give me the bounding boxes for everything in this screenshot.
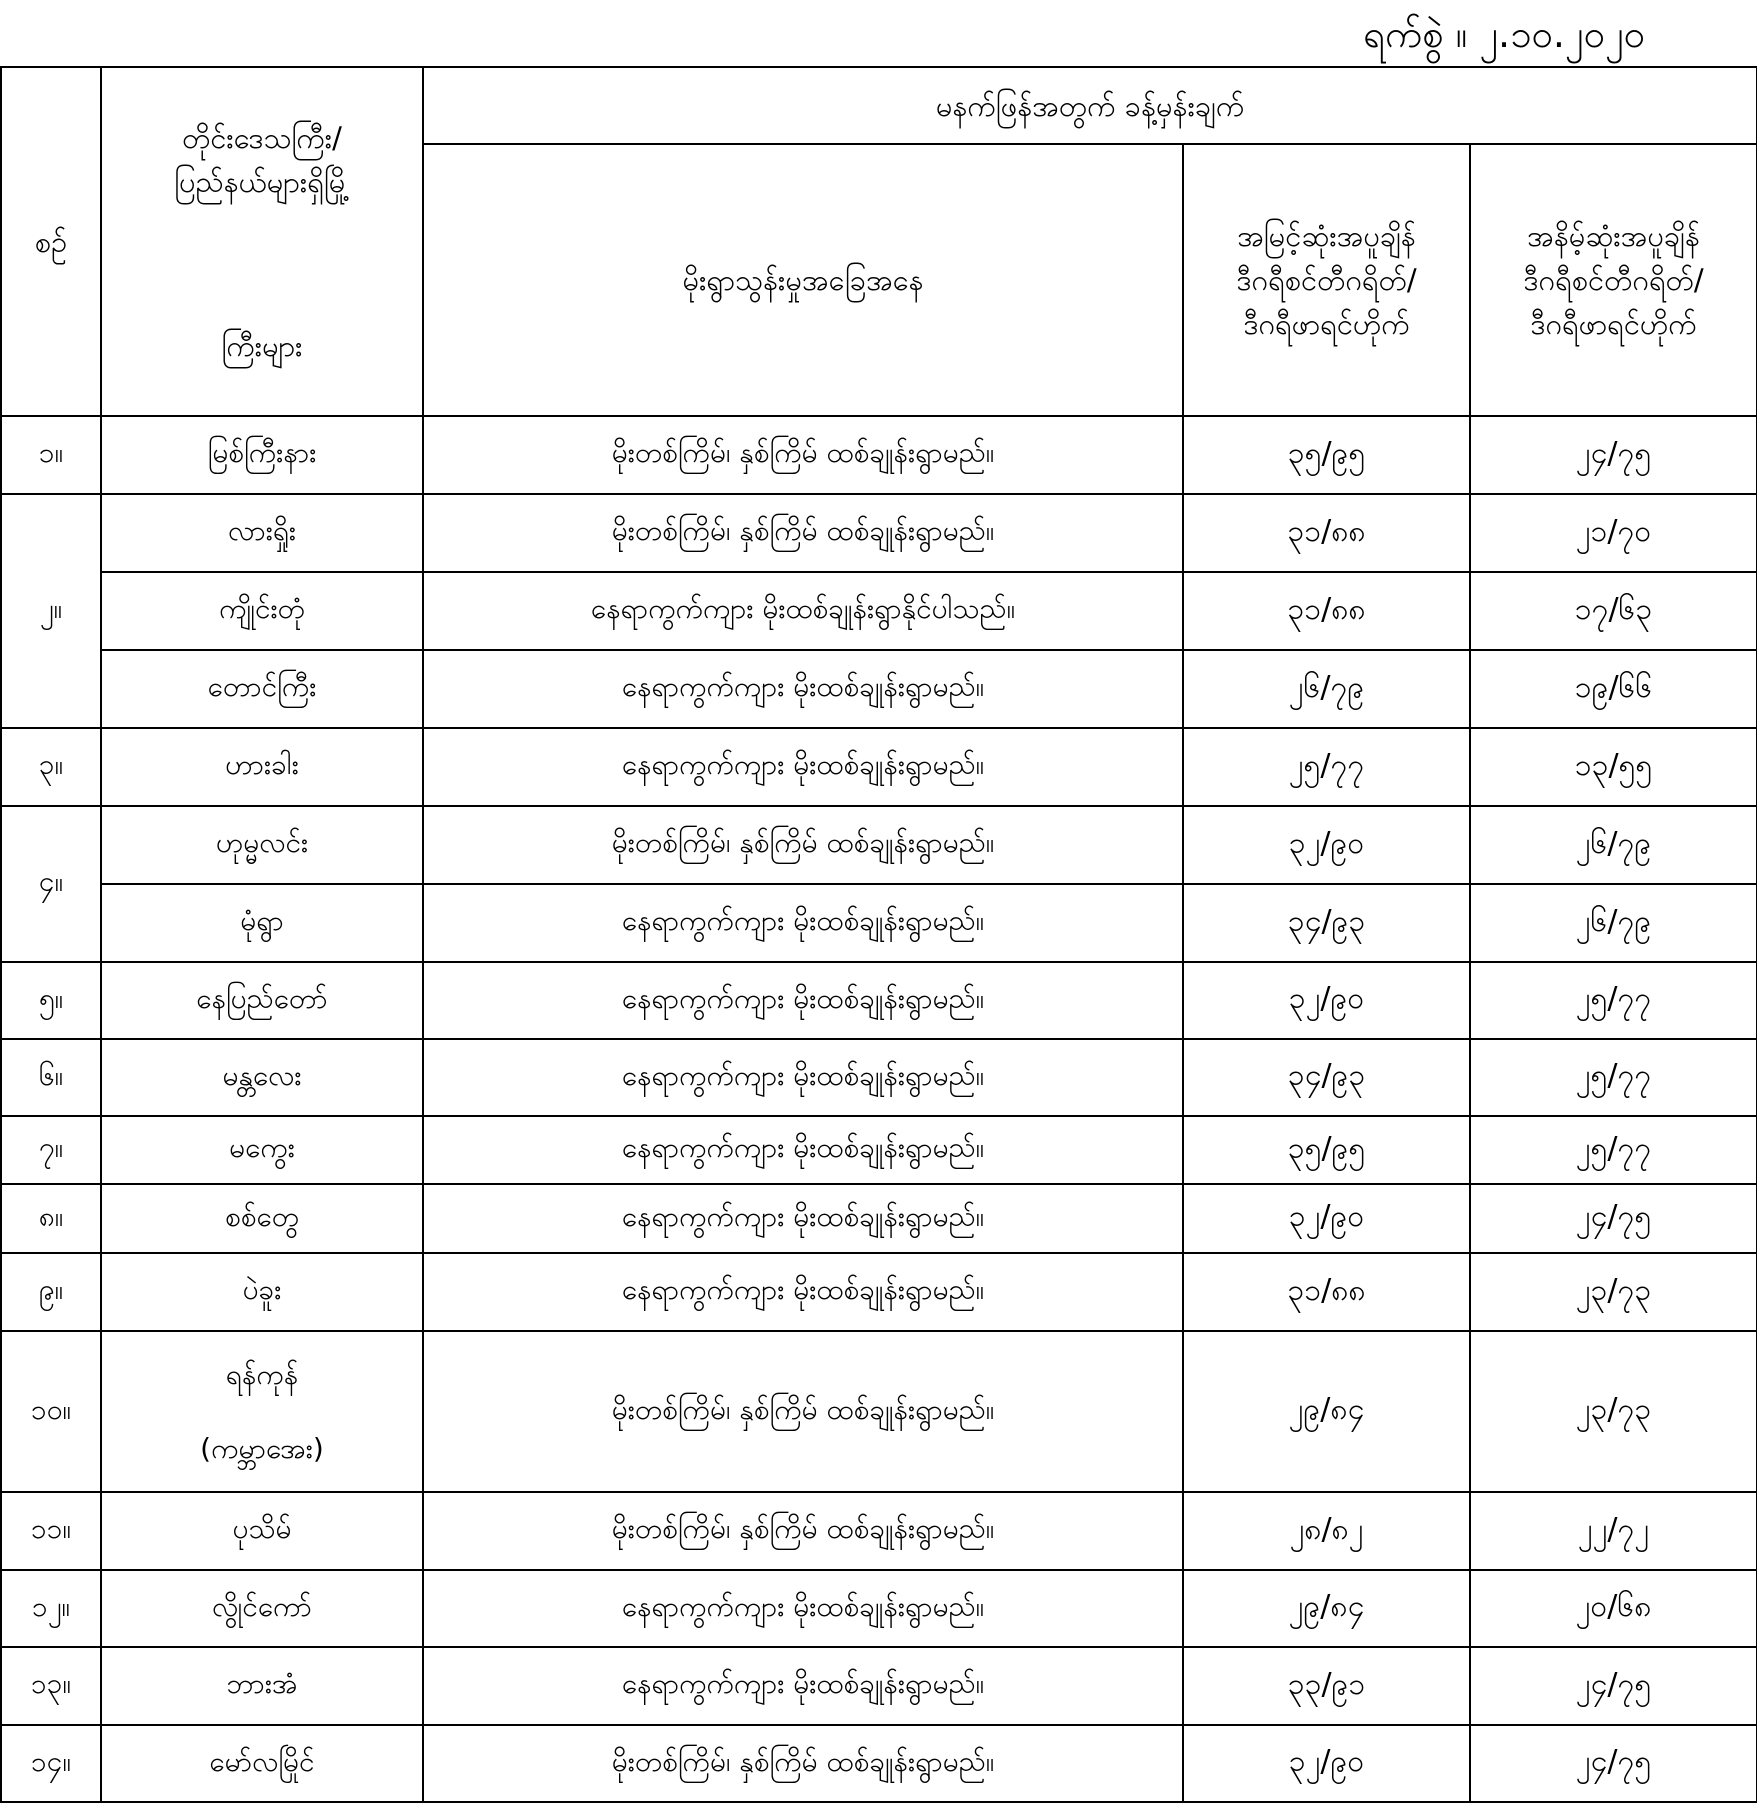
condition-cell: မိုးတစ်ကြိမ်၊ နှစ်ကြိမ် ထစ်ချုန်းရွာမည်။	[423, 416, 1183, 494]
table-row	[1, 1253, 1757, 1331]
header-max-line3: ဒီဂရီဖာရင်ဟိုက်	[1243, 307, 1410, 341]
condition-cell: မိုးတစ်ကြိမ်၊ နှစ်ကြိမ် ထစ်ချုန်းရွာမည်။	[423, 1492, 1183, 1570]
condition-cell: နေရာကွက်ကျား မိုးထစ်ချုန်းရွာမည်။	[423, 1647, 1183, 1725]
header-condition: မိုးရွာသွန်းမှုအခြေအနေ	[423, 144, 1183, 416]
header-region-line3: ကြီးများ	[221, 328, 303, 363]
forecast-table	[0, 66, 1757, 1803]
table-row	[1, 962, 1757, 1039]
condition-cell: နေရာကွက်ကျား မိုးထစ်ချုန်းရွာမည်။	[423, 728, 1183, 806]
city-cell: နေပြည်တော်	[101, 962, 423, 1039]
min-temp-cell: ၁၉/၆၆	[1470, 650, 1757, 728]
serial-cell: ၇။	[1, 1116, 101, 1184]
table-row	[1, 650, 1757, 728]
serial-cell: ၃။	[1, 728, 101, 806]
serial-cell: ၁၄။	[1, 1725, 101, 1802]
condition-cell: မိုးတစ်ကြိမ်၊ နှစ်ကြိမ် ထစ်ချုန်းရွာမည်။	[423, 494, 1183, 572]
city-name: ရန်ကုန်	[225, 1357, 299, 1391]
city-cell: ဟားခါး	[101, 728, 423, 806]
table-row	[1, 494, 1757, 572]
header-max-line1: အမြင့်ဆုံးအပူချိန်	[1237, 219, 1416, 253]
table-row	[1, 1039, 1757, 1116]
header-forecast-group: မနက်ဖြန်အတွက် ခန့်မှန်းချက်	[423, 67, 1757, 144]
min-temp-cell: ၂၅/၇၇	[1470, 962, 1757, 1039]
serial-cell: ၁၃။	[1, 1647, 101, 1725]
header-row-top	[1, 67, 1757, 144]
city-cell: လွိုင်ကော်	[101, 1570, 423, 1647]
min-temp-cell: ၂၀/၆၈	[1470, 1570, 1757, 1647]
condition-cell: မိုးတစ်ကြိမ်၊ နှစ်ကြိမ် ထစ်ချုန်းရွာမည်။	[423, 1331, 1183, 1492]
min-temp-cell: ၁၃/၅၅	[1470, 728, 1757, 806]
table-row	[1, 806, 1757, 884]
max-temp-cell: ၃၁/၈၈	[1183, 1253, 1470, 1331]
min-temp-cell: ၂၆/၇၉	[1470, 806, 1757, 884]
city-cell: တောင်ကြီး	[101, 650, 423, 728]
condition-cell: နေရာကွက်ကျား မိုးထစ်ချုန်းရွာမည်။	[423, 1184, 1183, 1253]
table-row	[1, 1492, 1757, 1570]
city-cell: မော်လမြိုင်	[101, 1725, 423, 1802]
city-cell: ပုသိမ်	[101, 1492, 423, 1570]
city-cell: မုံရွာ	[101, 884, 423, 962]
serial-cell: ၁၂။	[1, 1570, 101, 1647]
min-temp-cell: ၂၅/၇၇	[1470, 1039, 1757, 1116]
table-row	[1, 1184, 1757, 1253]
header-max-line2: ဒီဂရီစင်တီဂရိတ်/	[1236, 263, 1417, 297]
min-temp-cell: ၂၄/၇၅	[1470, 1184, 1757, 1253]
city-cell	[101, 1331, 423, 1492]
table-row	[1, 1331, 1757, 1492]
city-cell: ပဲခူး	[101, 1253, 423, 1331]
table-row	[1, 416, 1757, 494]
min-temp-cell: ၂၃/၇၃	[1470, 1253, 1757, 1331]
min-temp-cell: ၂၁/၇၀	[1470, 494, 1757, 572]
min-temp-cell: ၁၇/၆၃	[1470, 572, 1757, 650]
header-min-line1: အနိမ့်ဆုံးအပူချိန်	[1527, 219, 1700, 253]
serial-cell: ၁၀။	[1, 1331, 101, 1492]
min-temp-cell: ၂၅/၇၇	[1470, 1116, 1757, 1184]
table-row	[1, 1647, 1757, 1725]
min-temp-cell: ၂၄/၇၅	[1470, 416, 1757, 494]
report-date: ရက်စွဲ ။ ၂.၁၀.၂၀၂၀	[1363, 12, 1645, 56]
min-temp-cell: ၂၃/၇၃	[1470, 1331, 1757, 1492]
serial-cell: ၅။	[1, 962, 101, 1039]
max-temp-cell: ၃၂/၉၀	[1183, 962, 1470, 1039]
city-cell: မကွေး	[101, 1116, 423, 1184]
header-min-temp	[1470, 144, 1757, 416]
max-temp-cell: ၃၂/၉၀	[1183, 1725, 1470, 1802]
table-row	[1, 1725, 1757, 1802]
max-temp-cell: ၃၁/၈၈	[1183, 572, 1470, 650]
min-temp-cell: ၂၆/၇၉	[1470, 884, 1757, 962]
max-temp-cell: ၃၁/၈၈	[1183, 494, 1470, 572]
max-temp-cell: ၂၅/၇၇	[1183, 728, 1470, 806]
max-temp-cell: ၃၅/၉၅	[1183, 1116, 1470, 1184]
condition-cell: နေရာကွက်ကျား မိုးထစ်ချုန်းရွာမည်။	[423, 1039, 1183, 1116]
max-temp-cell: ၃၃/၉၁	[1183, 1647, 1470, 1725]
condition-cell: နေရာကွက်ကျား မိုးထစ်ချုန်းရွာမည်။	[423, 1570, 1183, 1647]
max-temp-cell: ၂၆/၇၉	[1183, 650, 1470, 728]
header-min-line3: ဒီဂရီဖာရင်ဟိုက်	[1530, 307, 1697, 341]
max-temp-cell: ၂၉/၈၄	[1183, 1331, 1470, 1492]
header-max-temp	[1183, 144, 1470, 416]
max-temp-cell: ၂၈/၈၂	[1183, 1492, 1470, 1570]
min-temp-cell: ၂၂/၇၂	[1470, 1492, 1757, 1570]
city-cell: ဘားအံ	[101, 1647, 423, 1725]
city-cell: စစ်တွေ	[101, 1184, 423, 1253]
serial-cell: ၉။	[1, 1253, 101, 1331]
max-temp-cell: ၃၂/၉၀	[1183, 1184, 1470, 1253]
serial-cell: ၆။	[1, 1039, 101, 1116]
serial-cell: ၂။	[1, 494, 101, 728]
serial-cell: ၄။	[1, 806, 101, 962]
table-row	[1, 884, 1757, 962]
condition-cell: မိုးတစ်ကြိမ်၊ နှစ်ကြိမ် ထစ်ချုန်းရွာမည်။	[423, 1725, 1183, 1802]
header-min-line2: ဒီဂရီစင်တီဂရိတ်/	[1523, 263, 1704, 297]
min-temp-cell: ၂၄/၇၅	[1470, 1725, 1757, 1802]
header-serial: စဥ်	[1, 67, 101, 416]
max-temp-cell: ၃၄/၉၃	[1183, 884, 1470, 962]
condition-cell: နေရာကွက်ကျား မိုးထစ်ချုန်းရွာမည်။	[423, 1116, 1183, 1184]
city-cell: မန္တလေး	[101, 1039, 423, 1116]
table-row	[1, 1570, 1757, 1647]
table-row	[1, 1116, 1757, 1184]
condition-cell: နေရာကွက်ကျား မိုးထစ်ချုန်းရွာမည်။	[423, 962, 1183, 1039]
table-row	[1, 728, 1757, 806]
condition-cell: နေရာကွက်ကျား မိုးထစ်ချုန်းရွာမည်။	[423, 884, 1183, 962]
max-temp-cell: ၂၉/၈၄	[1183, 1570, 1470, 1647]
city-subtitle: (ကမ္ဘာအေး)	[200, 1431, 324, 1465]
table-row	[1, 572, 1757, 650]
max-temp-cell: ၃၄/၉၃	[1183, 1039, 1470, 1116]
city-cell: ကျိုင်းတုံ	[101, 572, 423, 650]
condition-cell: နေရာကွက်ကျား မိုးထစ်ချုန်းရွာမည်။	[423, 650, 1183, 728]
max-temp-cell: ၃၅/၉၅	[1183, 416, 1470, 494]
min-temp-cell: ၂၄/၇၅	[1470, 1647, 1757, 1725]
condition-cell: နေရာကွက်ကျား မိုးထစ်ချုန်းရွာမည်။	[423, 1253, 1183, 1331]
city-cell: လားရှိုး	[101, 494, 423, 572]
serial-cell: ၁။	[1, 416, 101, 494]
condition-cell: နေရာကွက်ကျား မိုးထစ်ချုန်းရွာနိုင်ပါသည်။	[423, 572, 1183, 650]
header-region-line2: ပြည်နယ်များရှိမြို့	[174, 164, 350, 199]
max-temp-cell: ၃၂/၉၀	[1183, 806, 1470, 884]
city-cell: ဟုမ္မလင်း	[101, 806, 423, 884]
header-region-line1: တိုင်းဒေသကြီး/	[182, 120, 342, 155]
condition-cell: မိုးတစ်ကြိမ်၊ နှစ်ကြိမ် ထစ်ချုန်းရွာမည်။	[423, 806, 1183, 884]
serial-cell: ၁၁။	[1, 1492, 101, 1570]
city-cell: မြစ်ကြီးနား	[101, 416, 423, 494]
header-region	[101, 67, 423, 416]
serial-cell: ၈။	[1, 1184, 101, 1253]
